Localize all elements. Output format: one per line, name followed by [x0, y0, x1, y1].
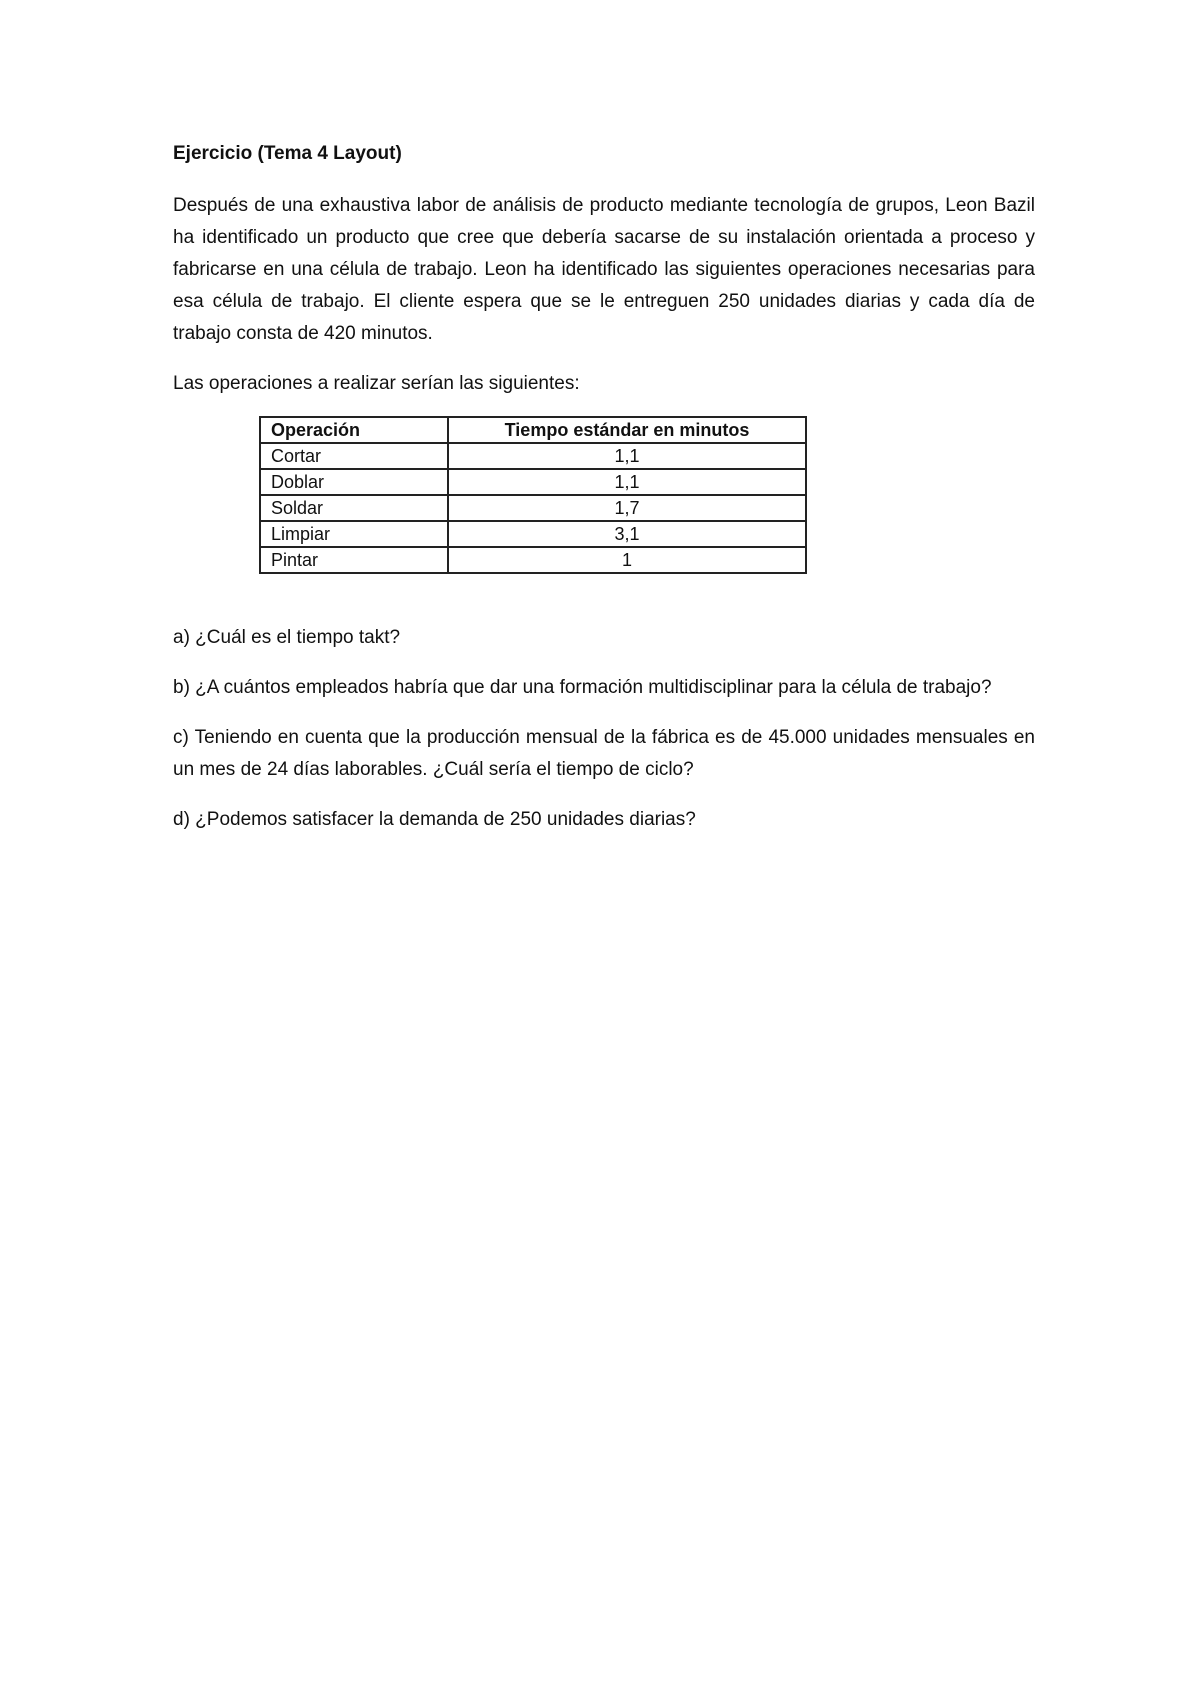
operation-name: Soldar	[260, 495, 448, 521]
operation-time: 1,1	[448, 443, 806, 469]
problem-statement: Después de una exhaustiva labor de análisis de producto mediante tecnología de grupos, Leon Bazil ha identificado un producto que cree que debería sacarse de su instalación orientada a proceso y fabricarse en una célula de trabajo. Leon ha identificado las siguientes operaciones necesarias para esa célula de trabajo. El cliente espera que se le entreguen 250 unidades diarias y cada día de trabajo consta de 420 minutos.	[173, 195, 1035, 344]
operations-intro: Las operaciones a realizar serían las siguientes:	[173, 373, 580, 394]
operation-name: Cortar	[260, 443, 448, 469]
operations-table	[259, 416, 807, 574]
exercise-title: Ejercicio (Tema 4 Layout)	[173, 143, 402, 164]
header-operation: Operación	[260, 417, 448, 443]
question-d: d) ¿Podemos satisfacer la demanda de 250 unidades diarias?	[173, 809, 696, 830]
operation-name: Limpiar	[260, 521, 448, 547]
operation-time: 1	[448, 547, 806, 573]
questions-list	[173, 622, 1035, 836]
operation-time: 3,1	[448, 521, 806, 547]
question-b: b) ¿A cuántos empleados habría que dar una formación multidisciplinar para la célula de trabajo?	[173, 677, 992, 698]
document-page	[173, 140, 1035, 854]
table-row	[260, 521, 806, 547]
question-a: a) ¿Cuál es el tiempo takt?	[173, 627, 401, 648]
table-row	[260, 469, 806, 495]
table-row	[260, 443, 806, 469]
table-row	[260, 495, 806, 521]
operation-time: 1,7	[448, 495, 806, 521]
table-row	[260, 547, 806, 573]
question-c: c) Teniendo en cuenta que la producción mensual de la fábrica es de 45.000 unidades mensuales en un mes de 24 días laborables. ¿Cuál sería el tiempo de ciclo?	[173, 727, 1035, 780]
operation-name: Doblar	[260, 469, 448, 495]
header-standard-time: Tiempo estándar en minutos	[448, 417, 806, 443]
table-header-row	[260, 417, 806, 443]
operation-time: 1,1	[448, 469, 806, 495]
operation-name: Pintar	[260, 547, 448, 573]
